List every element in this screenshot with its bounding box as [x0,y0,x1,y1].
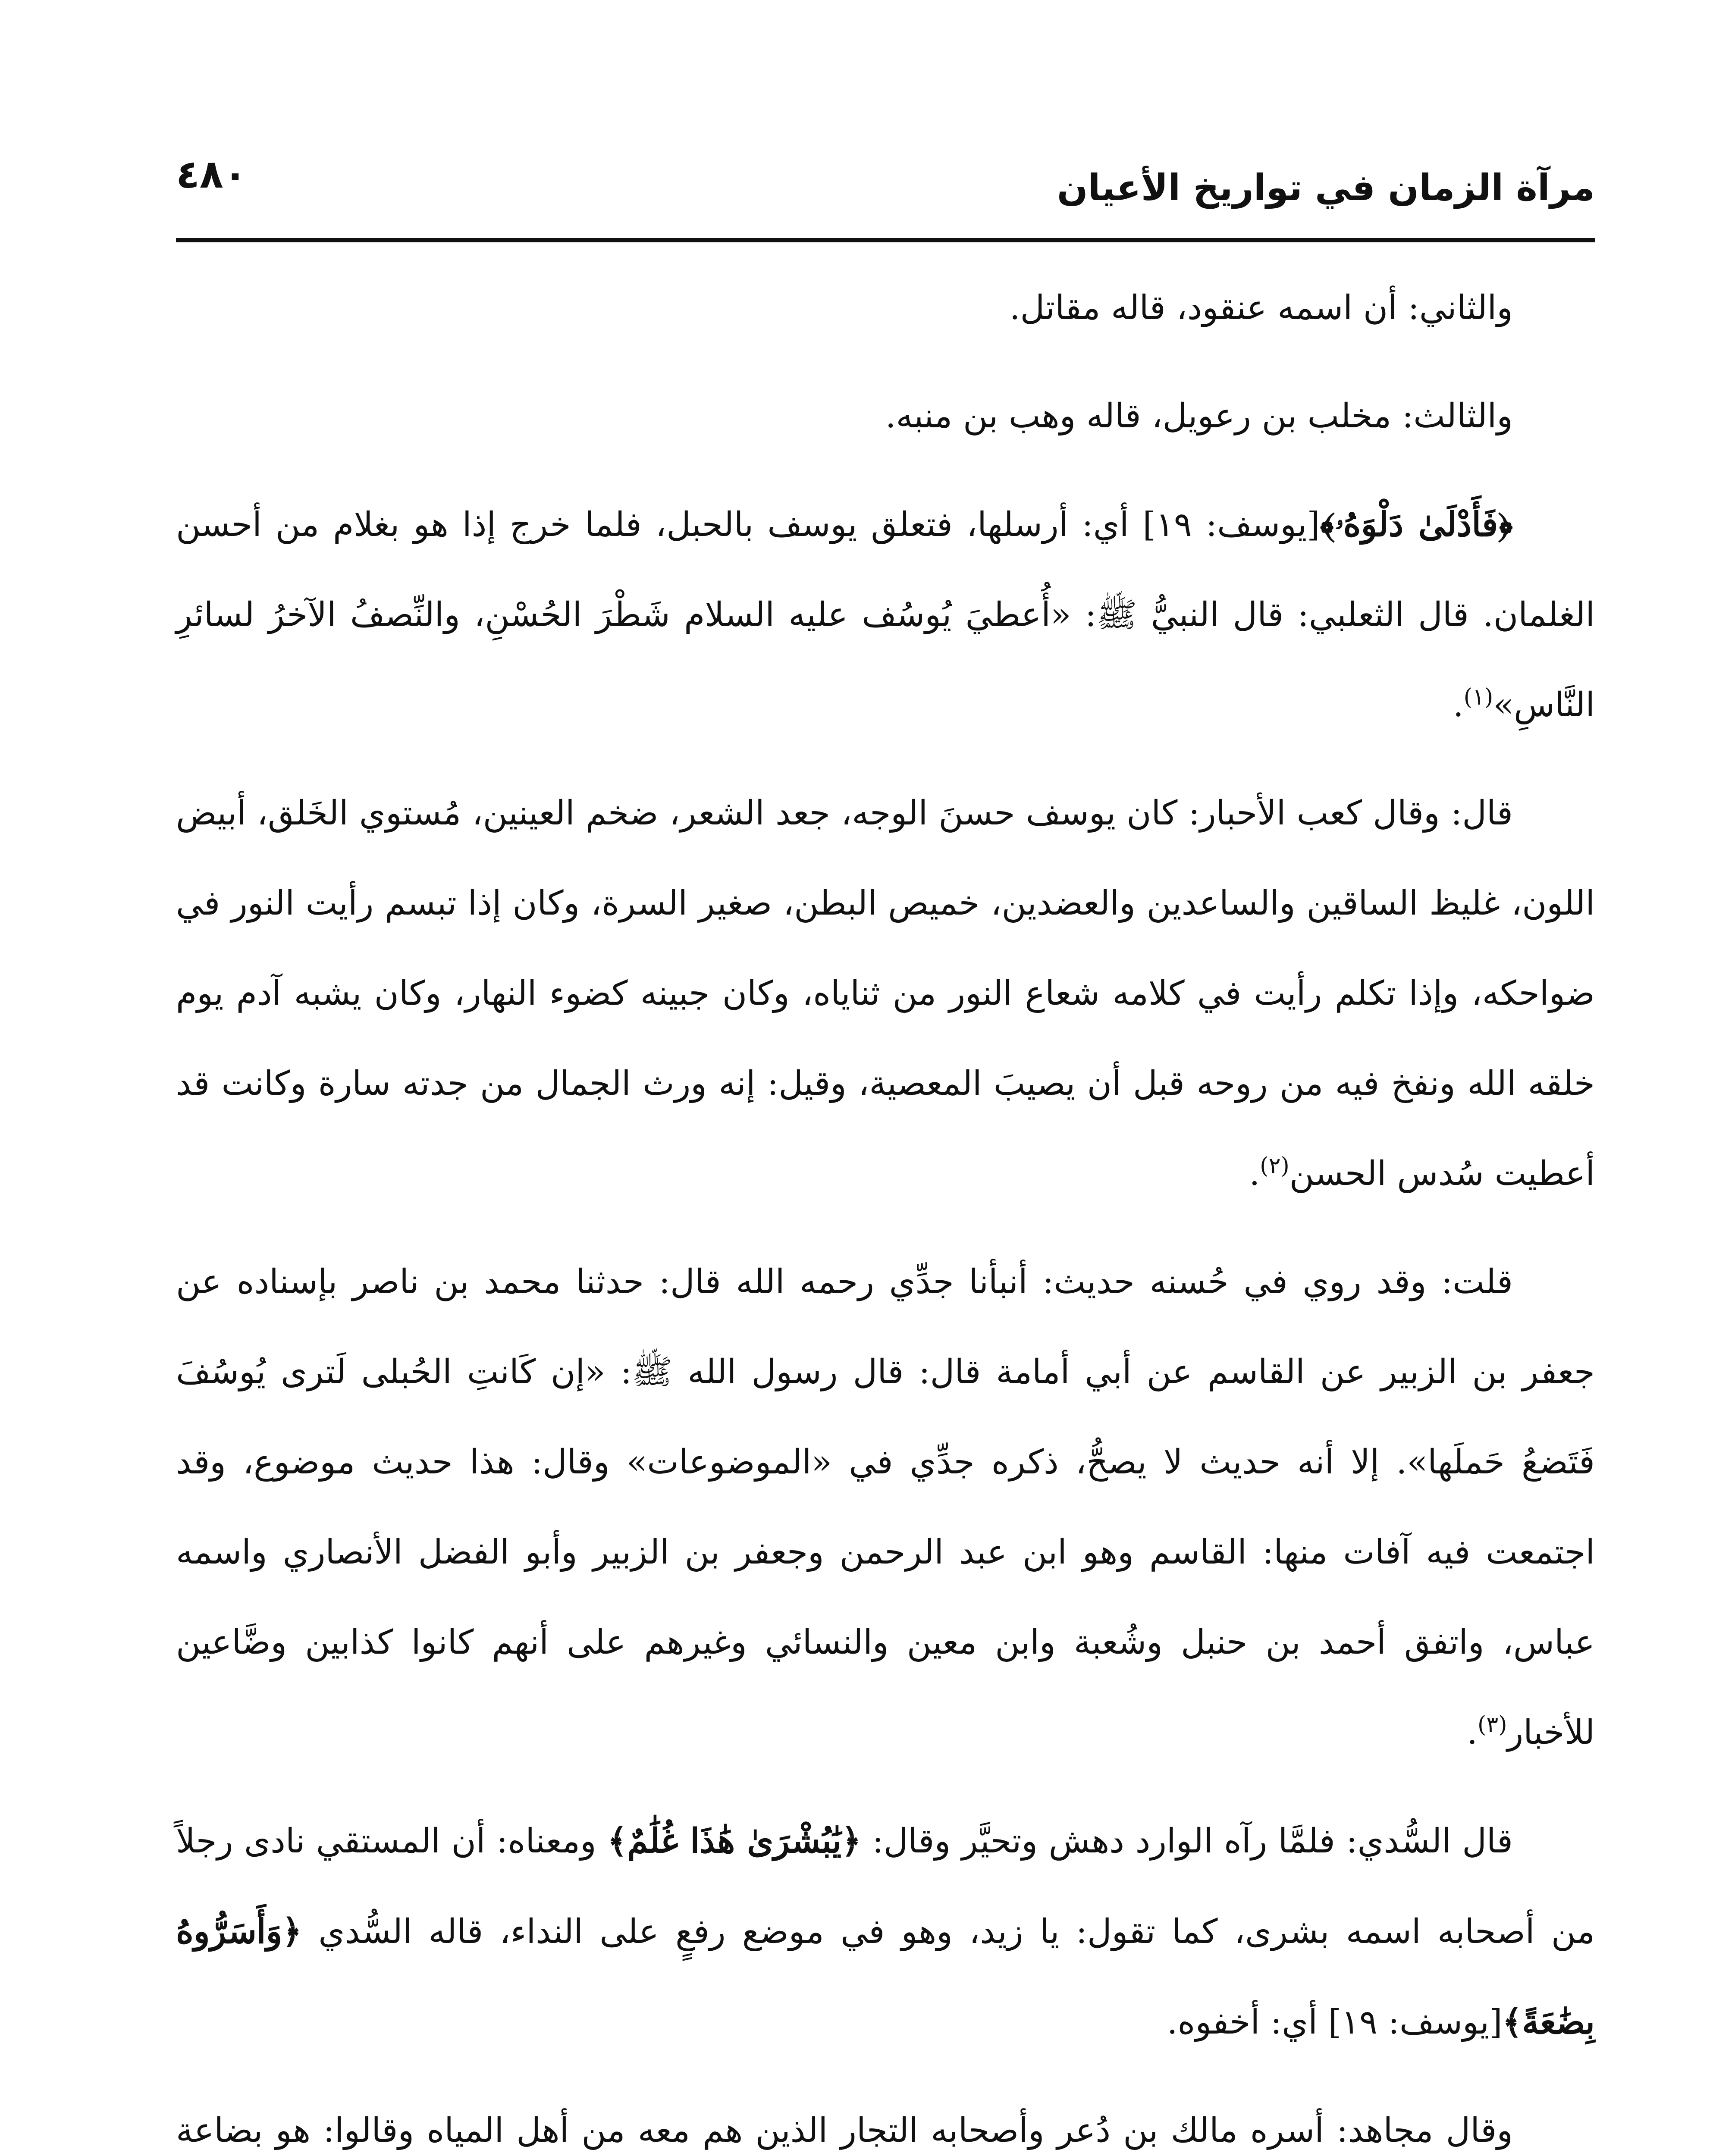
paragraph-5: قلت: وقد روي في حُسنه حديث: أنبأنا جدِّي رحمه الله قال: حدثنا محمد بن ناصر بإسناده عن جعفر بن الزبير عن القاسم عن أبي أمامة قال: قال رسول الله ﷺ: «إن كَانتِ الحُبلى لَترى يُوسُفَ فَتَضعُ حَملَها». إلا أنه حديث لا يصحُّ، ذكره جدِّي في «الموضوعات» وقال: هذا حديث موضوع، وقد اجتمعت فيه آفات منها: القاسم وهو ابن عبد الرحمن وجعفر بن الزبير وأبو الفضل الأنصاري واسمه عباس، واتفق أحمد بن حنبل وشُعبة وابن معين والنسائي وغيرهم على أنهم كانوا كذابين وضَّاعين للأخبار$^{(٣)}$. [176,1263,1595,1752]
footnote-ref-2: (٢) [1260,1153,1289,1179]
paragraph-3: ﴿فَأَدْلَىٰ دَلْوَهُۥ﴾[يوسف: ١٩] أي: أرسلها، فتعلق يوسف بالحبل، فلما خرج إذا هو بغلام من أحسن الغلمان. قال الثعلبي: قال النبيُّ ﷺ: «أُعطيَ يُوسُف عليه السلام شَطْرَ الحُسْنِ، والنِّصفُ الآخرُ لسائرِ النَّاسِ»$^{(١)}$. [176,505,1595,724]
quran-quote: ﴿يَٰبُشْرَىٰ هَٰذَا غُلَٰمٌ﴾ [607,1821,861,1861]
paragraph-6-text-c: [يوسف: ١٩] أي: أخفوه. [1167,2003,1503,2042]
book-title: مرآة الزمان في تواريخ الأعيان [1057,166,1595,209]
paragraph-4-text: قال: وقال كعب الأحبار: كان يوسف حسنَ الوجه، جعد الشعر، ضخم العينين، مُستوي الخَلق، أبيض اللون، غليظ الساقين والساعدين والعضدين، خميص البطن، صغير السرة، وكان إذا تبسم رأيت النور في ضواحكه، وإذا تكلم رأيت في كلامه شعاع النور من ثناياه، وكان جبينه كضوء النهار، وكان يشبه آدم يوم خلقه الله ونفخ فيه من روحه قبل أن يصيبَ المعصية، وقيل: إنه ورث الجمال من جدته سارة وكانت قد أعطيت سُدس الحسن [176,794,1595,1193]
footnote-ref-3: (٣) [1477,1712,1507,1738]
paragraph-1-text: والثاني: أن اسمه عنقود، قاله مقاتل. [1009,288,1513,327]
paragraph-6-text-b: ومعناه: أن المستقي نادى رجلاً من أصحابه اسمه بشرى، كما تقول: يا زيد، وهو في موضع رفعٍ على النداء، قاله السُّدي [176,1822,1595,1951]
paragraph-4: قال: وقال كعب الأحبار: كان يوسف حسنَ الوجه، جعد الشعر، ضخم العينين، مُستوي الخَلق، أبيض اللون، غليظ الساقين والساعدين والعضدين، خميص البطن، صغير السرة، وكان إذا تبسم رأيت النور في ضواحكه، وإذا تكلم رأيت في كلامه شعاع النور من ثناياه، وكان جبينه كضوء النهار، وكان يشبه آدم يوم خلقه الله ونفخ فيه من روحه قبل أن يصيبَ المعصية، وقيل: إنه ورث الجمال من جدته سارة وكانت قد أعطيت سُدس الحسن$^{(٢)}$. [176,794,1595,1193]
quran-quote: ﴿وَأَسَرُّوهُ بِضَٰعَةً﴾ [176,1912,1595,2042]
paragraph-5-text: قلت: وقد روي في حُسنه حديث: أنبأنا جدِّي رحمه الله قال: حدثنا محمد بن ناصر بإسناده عن جعفر بن الزبير عن القاسم عن أبي أمامة قال: قال رسول الله ﷺ: «إن كَانتِ الحُبلى لَترى يُوسُفَ فَتَضعُ حَملَها». إلا أنه حديث لا يصحُّ، ذكره جدِّي في «الموضوعات» وقال: هذا حديث موضوع، وقد اجتمعت فيه آفات منها: القاسم وهو ابن عبد الرحمن وجعفر بن الزبير وأبو الفضل الأنصاري واسمه عباس، واتفق أحمد بن حنبل وشُعبة وابن معين والنسائي وغيرهم على أنهم كانوا كذابين وضَّاعين للأخبار [176,1263,1595,1752]
paragraph-7-text: وقال مجاهد: أسره مالك بن دُعر وأصحابه التجار الذين هم معه من أهل المياه وقالوا: هو بضاعة [176,2111,1513,2150]
header-divider [176,238,1595,242]
running-header [176,147,1595,229]
main-text [176,263,1595,2156]
paragraph-1 [176,263,1595,353]
quran-quote: ﴿فَأَدْلَىٰ دَلْوَهُۥ﴾ [1320,505,1513,544]
paragraph-2-text: والثالث: مخلب بن رعويل، قاله وهب بن منبه. [885,397,1513,436]
paragraph-3-text: [يوسف: ١٩] أي: أرسلها، فتعلق يوسف بالحبل، فلما خرج إذا هو بغلام من أحسن الغلمان. قال الثعلبي: قال النبيُّ ﷺ: «أُعطيَ يُوسُف عليه السلام شَطْرَ الحُسْنِ، والنِّصفُ الآخرُ لسائرِ النَّاسِ» [176,505,1595,724]
paragraph-2 [176,371,1595,461]
footnote-ref-1: (١) [1463,684,1493,710]
page-number: ٤٨٠ [176,152,247,197]
paragraph-6 [176,1796,1595,2068]
paragraph-6-text-a: قال السُّدي: فلمَّا رآه الوارد دهش وتحيَّر وقال: [872,1822,1513,1861]
paragraph-7 [176,2086,1595,2156]
